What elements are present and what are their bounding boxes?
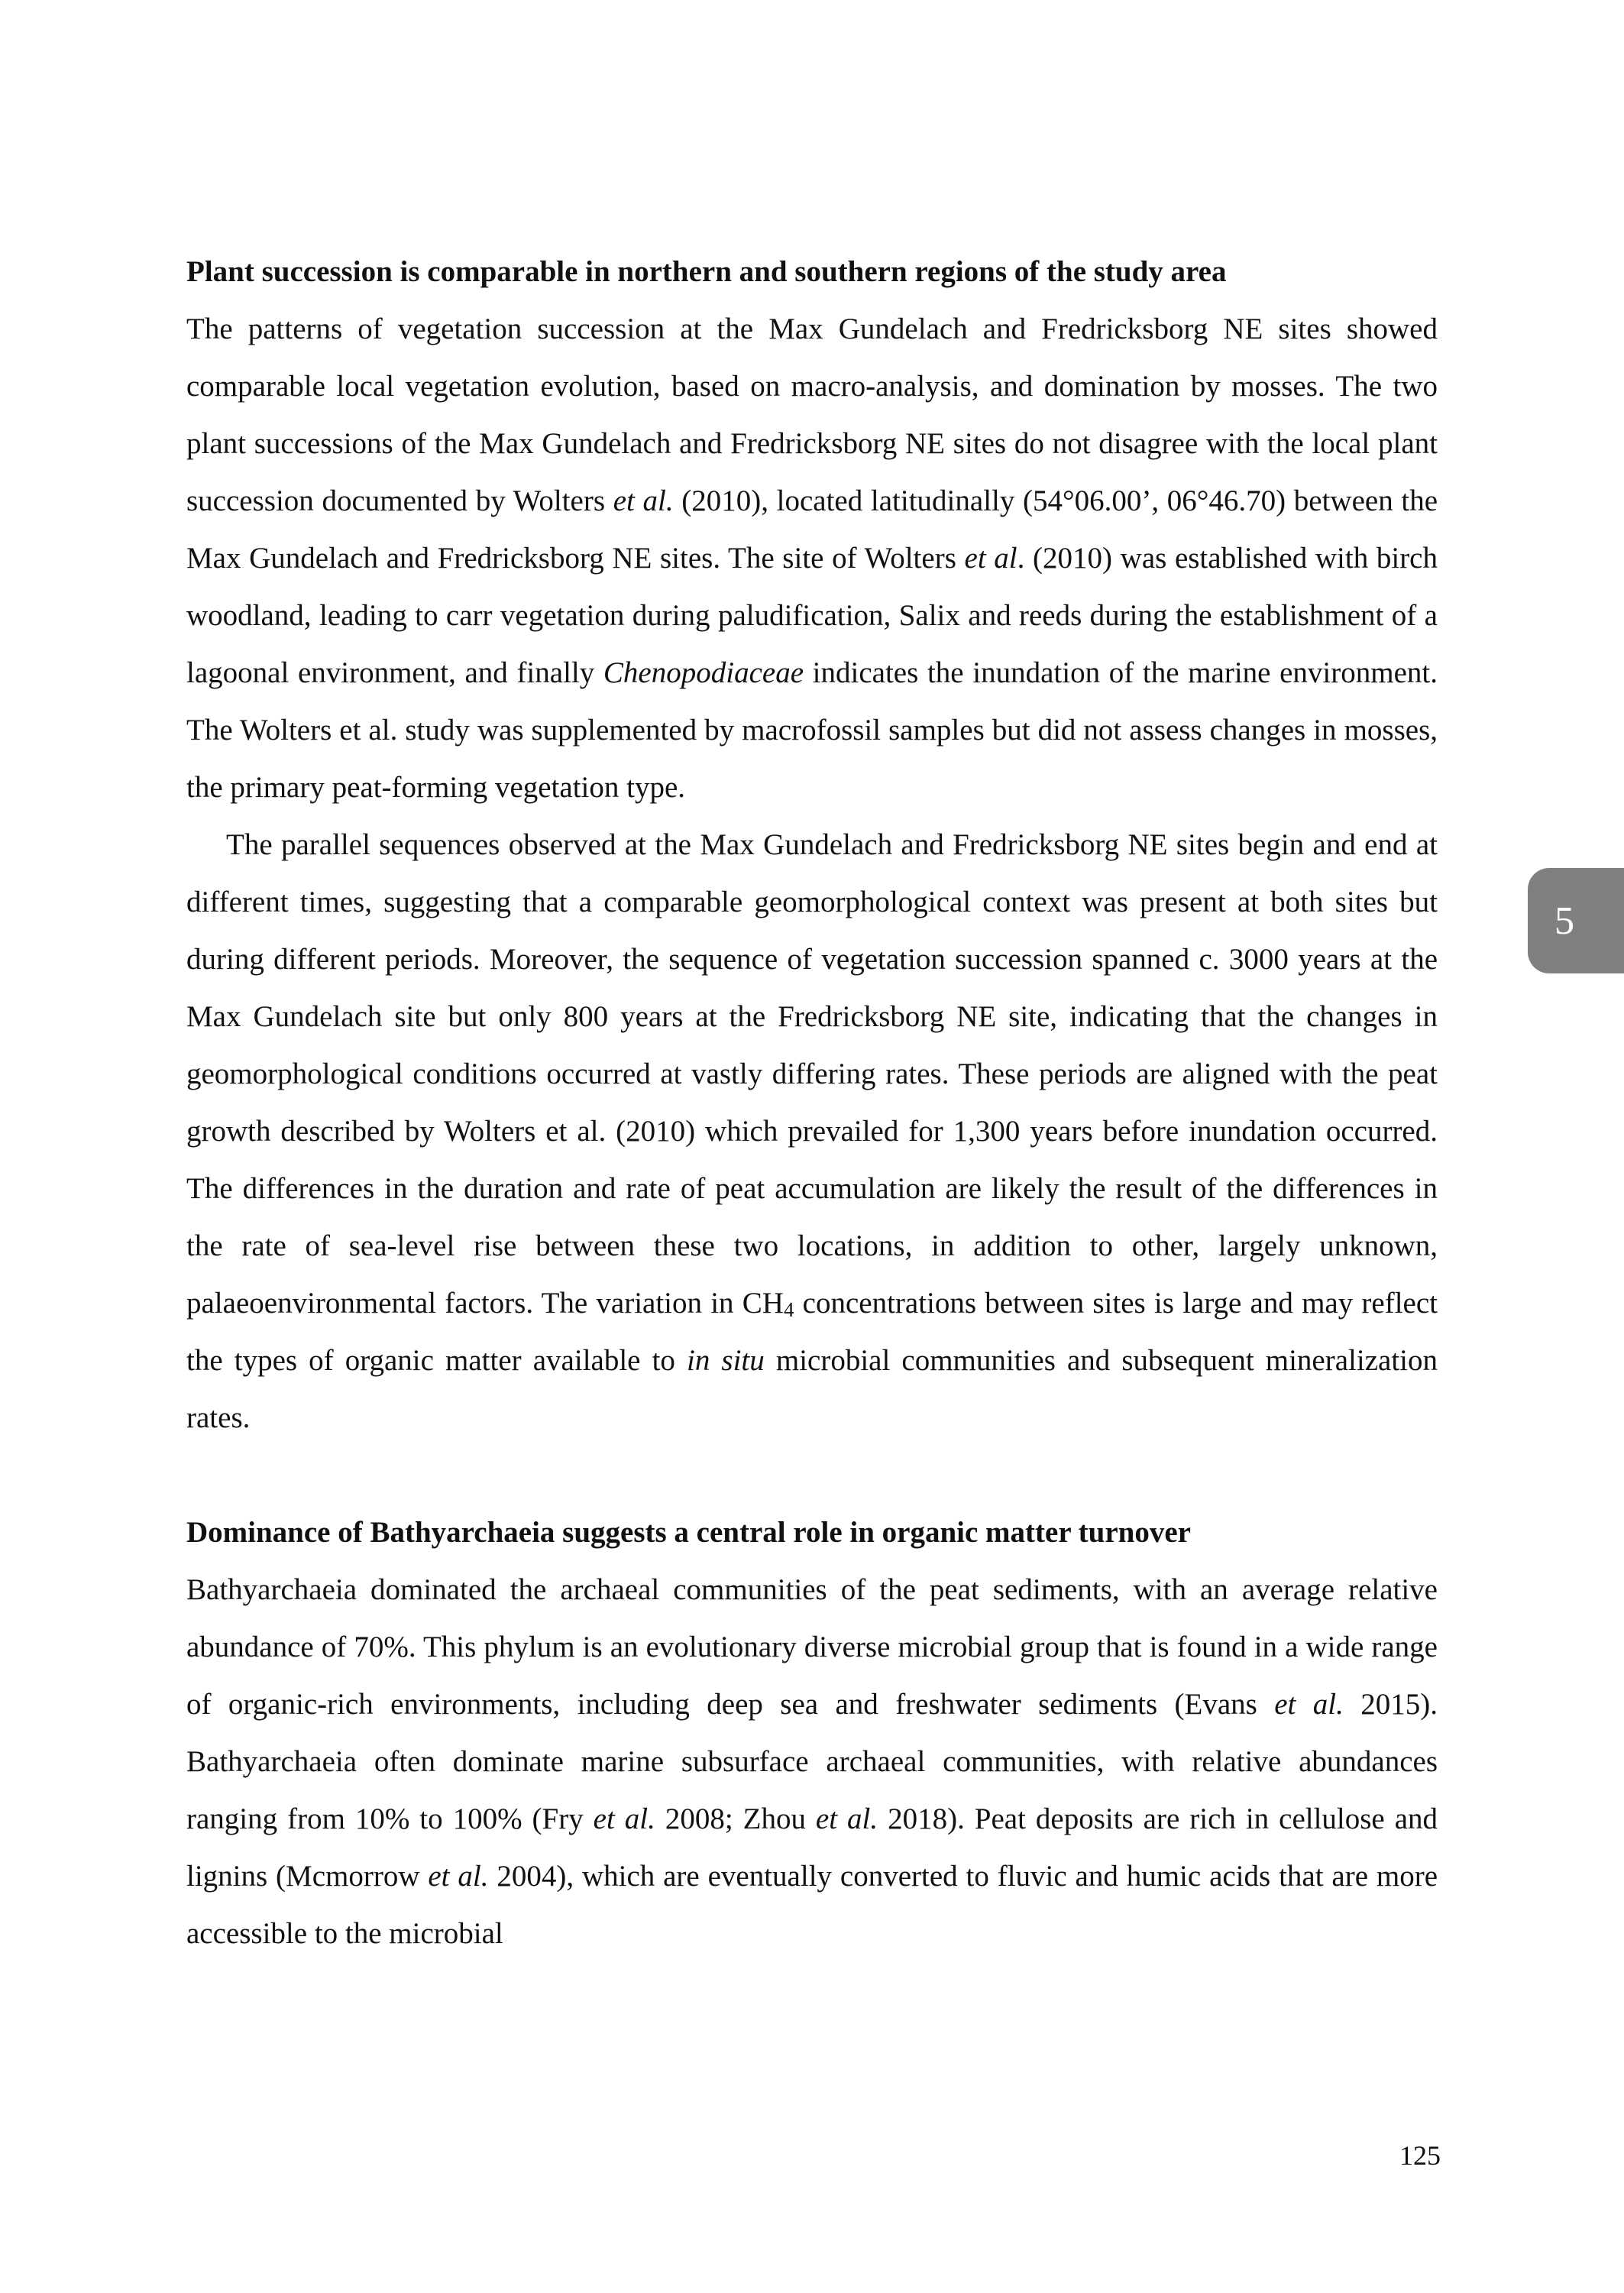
italic-run: Chenopodiaceae (603, 656, 804, 689)
text-run: (2010), located latitudinally (54°06.00’, 06°46.70) between the Max Gundelach and Fredricksborg NE sites. The site of Wolters (186, 484, 1438, 575)
italic-run: et al. (613, 484, 674, 517)
text-run: The patterns of vegetation succession at the Max Gundelach and Fredricksborg NE sites showed comparable local vegetation evolution, based on macro-analysis, and domination by mosses. The two plant successions of the Max Gundelach and Fredricksborg NE sites do not disagree with the local plant succession documented by Wolters (186, 313, 1438, 517)
section-heading-bathyarchaeia: Dominance of Bathyarchaeia suggests a central role in organic matter turnover (186, 1516, 1191, 1549)
text-run: 2008; Zhou (655, 1802, 816, 1835)
italic-run: et al. (593, 1802, 655, 1835)
text-run: microbial communities and subsequent mineralization rates. (186, 1344, 1438, 1434)
text-run: Bathyarchaeia dominated the archaeal communities of the peat sediments, with an average relative abundance of 70%. This phylum is an evolutionary diverse microbial group that is found in a wide range of organic-rich environments, including deep sea and freshwater sediments (Evans (186, 1573, 1438, 1721)
text-run: indicates the inundation of the marine environment. The Wolters et al. study was supplemented by macrofossil samples but did not assess changes in mosses, the primary peat-forming vegetation type. (186, 656, 1438, 804)
italic-run: et al (964, 542, 1017, 575)
text-run: The parallel sequences observed at the Max Gundelach and Fredricksborg NE sites begin and end at different times, suggesting that a comparable geomorphological context was present at both sites but during different periods. Moreover, the sequence of vegetation succession spanned c. 3000 years at the Max Gundelach site but only 800 years at the Fredricksborg NE site, indicating that the changes in geomorphological conditions occurred at vastly differing rates. These periods are aligned with the peat growth described by Wolters et al. (2010) which prevailed for 1,300 years before inundation occurred. The differences in the duration and rate of peat accumulation are likely the result of the differences in the rate of sea-level rise between these two locations, in addition to other, largely unknown, palaeoenvironmental factors. The variation in CH (186, 828, 1438, 1320)
text-run: 2018). Peat deposits are rich in cellulose and lignins (Mcmorrow (186, 1802, 1438, 1893)
italic-run: et al. (428, 1860, 489, 1893)
paragraph-bathyarchaeia-1 (186, 1561, 1438, 1962)
subscript: 4 (783, 1298, 794, 1321)
italic-run: et al. (1274, 1688, 1344, 1721)
page-content (186, 243, 1438, 1962)
section-heading-plant-succession: Plant succession is comparable in northern and southern regions of the study area (186, 255, 1227, 288)
text-run: 2015). Bathyarchaeia often dominate marine subsurface archaeal communities, with relative abundances ranging from 10% to 100% (Fry (186, 1688, 1438, 1835)
paragraph-plant-succession-2 (186, 816, 1438, 1446)
text-run: 2004), which are eventually converted to fluvic and humic acids that are more accessible to the microbial (186, 1860, 1438, 1950)
text-run: . (2010) was established with birch woodland, leading to carr vegetation during paludification, Salix and reeds during the establishment of a lagoonal environment, and finally (186, 542, 1438, 689)
page-number: 125 (1399, 2140, 1441, 2171)
italic-run: et al. (815, 1802, 878, 1835)
italic-run: in situ (687, 1344, 765, 1377)
text-run: concentrations between sites is large and may reflect the types of organic matter available to (186, 1287, 1438, 1377)
chapter-tab: 5 (1528, 868, 1624, 973)
paragraph-plant-succession-1 (186, 300, 1438, 816)
section-spacer (186, 1446, 1438, 1504)
